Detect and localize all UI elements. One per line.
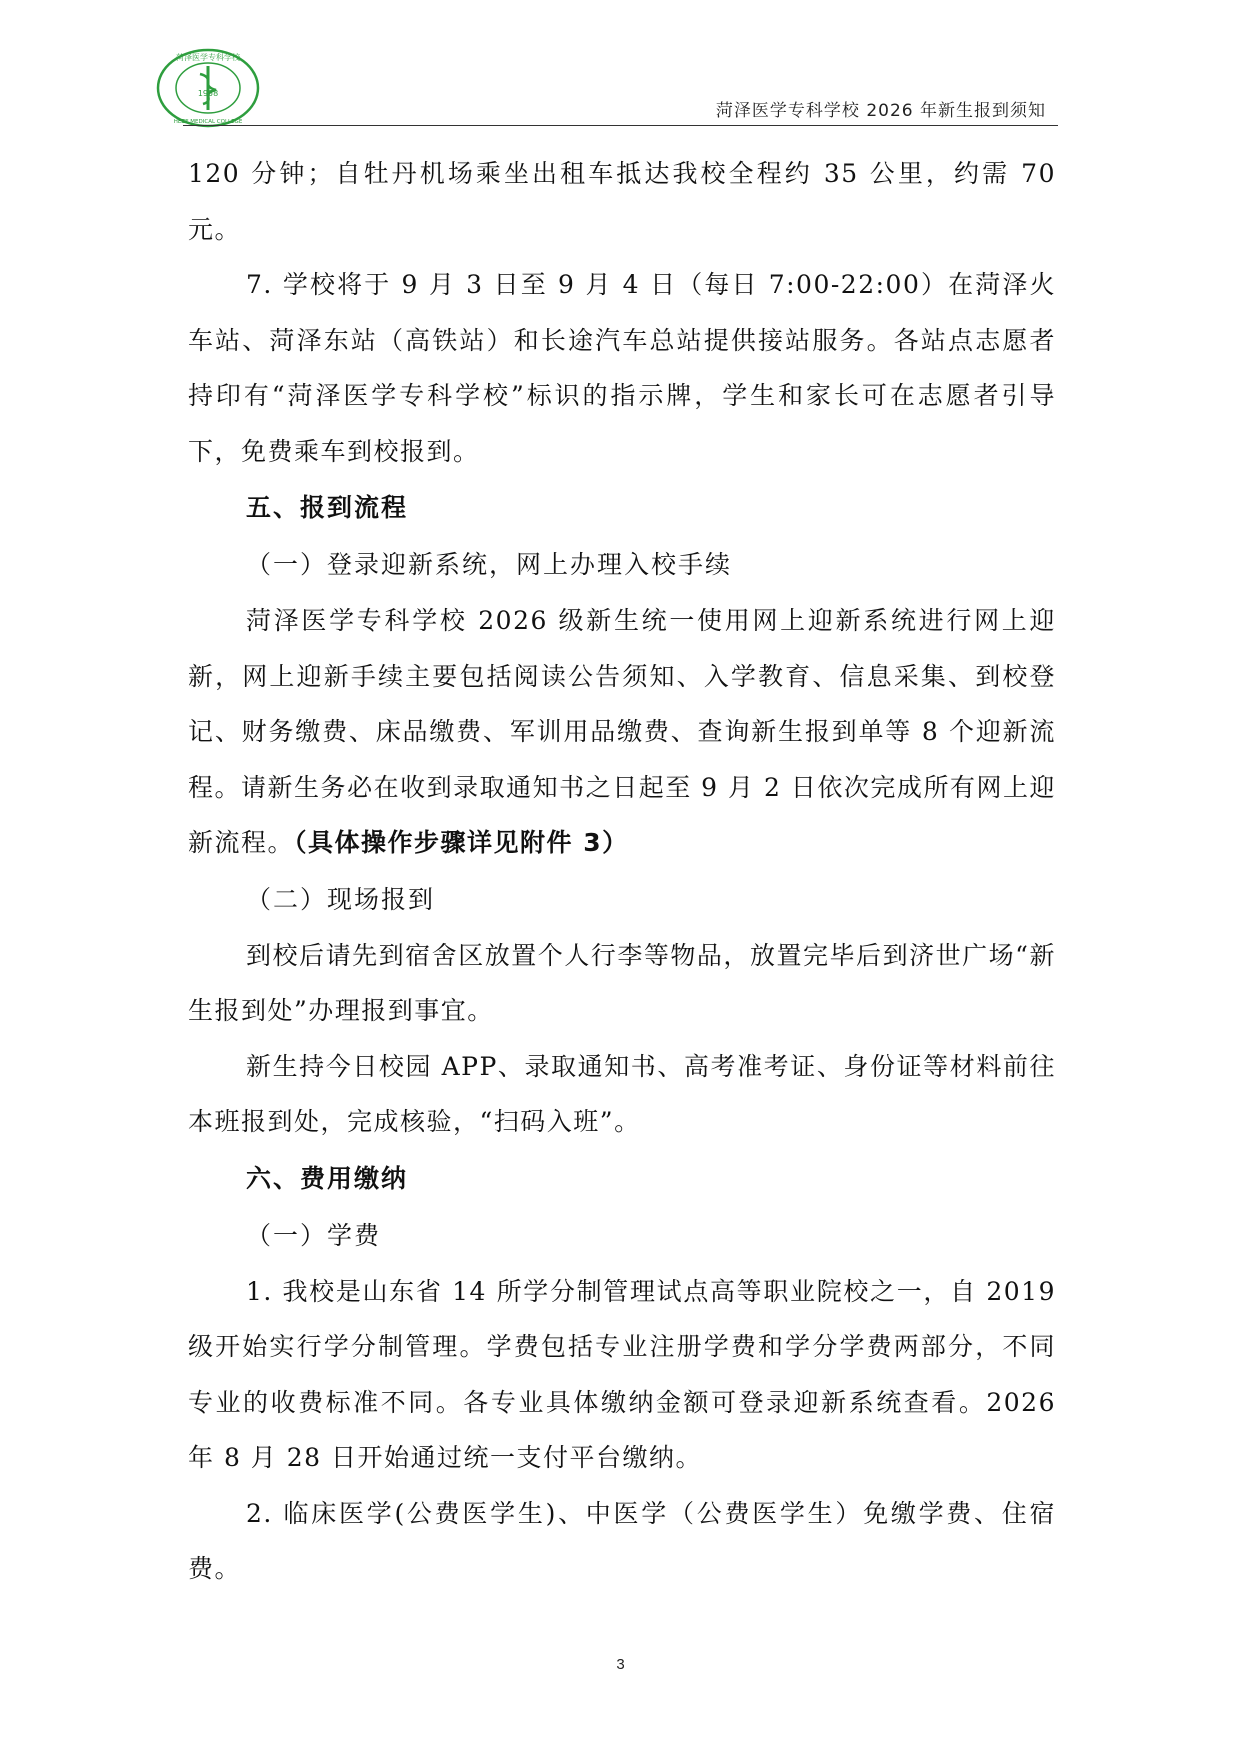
paragraph-7: 7. 学校将于 9 月 3 日至 9 月 4 日（每日 7:00-22:00）在菏泽火车站、菏泽东站（高铁站）和长途汽车总站提供接站服务。各站点志愿者持印有“菏泽医学专科学校”标识的指示牌，学生和家长可在志愿者引导下，免费乘车到校报到。 [188,270,1056,466]
logo-english: HEZE MEDICAL COLLEGE [173,119,243,125]
paragraph-5-1-bold-note: （具体操作步骤详见附件 3） [294,828,629,857]
page-number: 3 [616,1656,625,1673]
paragraph-6-2: 2. 临床医学(公费医学生)、中医学（公费医学生）免缴学费、住宿费。 [188,1498,1056,1583]
paragraph-5-2b: 新生持今日校园 APP、录取通知书、高考准考证、身份证等材料前往本班报到处，完成核验，“扫码入班”。 [188,1051,1056,1136]
paragraph-6-1: 1. 我校是山东省 14 所学分制管理试点高等职业院校之一，自 2019 级开始实行学分制管理。学费包括专业注册学费和学分学费两部分，不同专业的收费标准不同。各专业具体缴纳金额可登录迎新系统查看。2026 年 8 月 28 日开始通过统一支付平台缴纳。 [188,1276,1056,1472]
page-content [188,146,1056,1597]
school-logo [153,48,283,128]
paragraph-5-2a: 到校后请先到宿舍区放置个人行李等物品，放置完毕后到济世广场“新生报到处”办理报到事宜。 [188,940,1056,1025]
paragraph-5-1-text: 菏泽医学专科学校 2026 级新生统一使用网上迎新系统进行网上迎新，网上迎新手续主要包括阅读公告须知、入学教育、信息采集、到校登记、财务缴费、床品缴费、军训用品缴费、查询新生报到单等 8 个迎新流程。请新生务必在收到录取通知书之日起至 9 月 2 日依次完成所有网上迎新流程。 [188,606,1056,857]
subsection-5-2: （二）现场报到 [246,884,436,914]
subsection-5-1: （一）登录迎新系统，网上办理入校手续 [246,550,733,579]
logo-seal-text: 菏泽医学专科学校 [176,53,240,62]
paragraph-continued: 120 分钟；自牡丹机场乘坐出租车抵达我校全程约 35 公里，约需 70 元。 [188,159,1056,244]
section-heading-6: 六、费用缴纳 [246,1163,409,1193]
subsection-6-1: （一）学费 [246,1220,382,1250]
header-rule [183,125,1058,126]
header-title: 菏泽医学专科学校 2026 年新生报到须知 [715,101,1046,121]
logo-year: 1958 [197,89,219,98]
paragraph-5-1 [188,593,1056,871]
section-heading-5: 五、报到流程 [246,493,409,522]
